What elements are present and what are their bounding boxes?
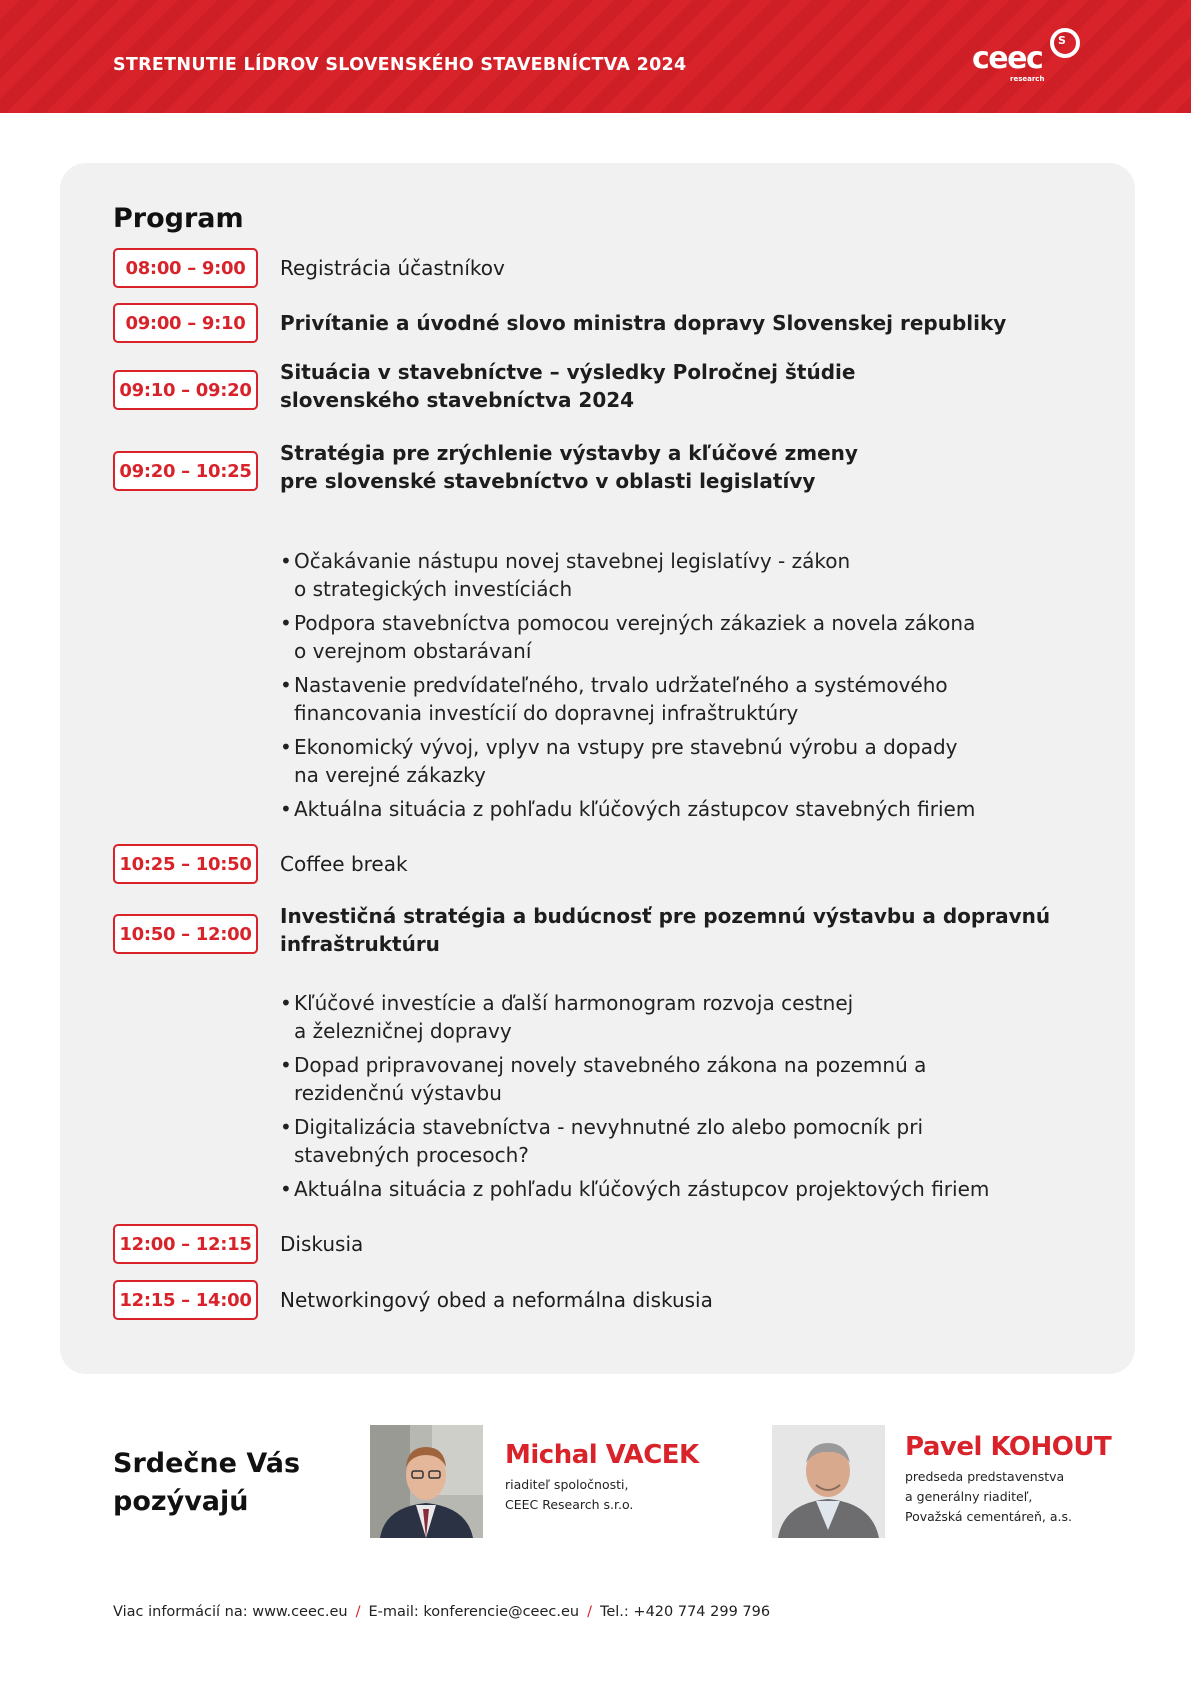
footer-phone: Tel.: +420 774 299 796 <box>599 1604 771 1620</box>
bullet-list <box>280 547 1080 829</box>
item-title: Registrácia účastníkov <box>280 256 505 280</box>
list-item: • Aktuálna situácia z pohľadu kľúčových zástupcov stavebných firiem <box>280 795 1080 823</box>
time-badge: 08:00 – 9:00 <box>113 248 258 288</box>
host-role: predseda predstavenstva a generálny riaditeľ, Považská cementáreň, a.s. <box>905 1469 1072 1524</box>
time-badge: 09:00 – 9:10 <box>113 303 258 343</box>
time-badge: 12:00 – 12:15 <box>113 1224 258 1264</box>
item-title: Privítanie a úvodné slovo ministra dopravy Slovenskej republiky <box>280 311 1007 335</box>
footer-email[interactable]: E-mail: konferencie@ceec.eu <box>368 1604 580 1620</box>
time-badge: 10:25 – 10:50 <box>113 844 258 884</box>
item-title: Networkingový obed a neformálna diskusia <box>280 1288 713 1312</box>
footer-contact <box>113 1604 770 1620</box>
ceec-logo <box>972 28 1082 88</box>
logo-mark-icon: S <box>1050 28 1080 58</box>
time-badge: 09:20 – 10:25 <box>113 451 258 491</box>
host-role: riaditeľ spoločnosti, CEEC Research s.r.o. <box>505 1477 634 1512</box>
list-item: • Ekonomický vývoj, vplyv na vstupy pre stavebnú výrobu a dopady na verejné zákazky <box>280 733 1080 789</box>
list-item: • Dopad pripravovanej novely stavebného zákona na pozemnú a rezidenčnú výstavbu <box>280 1051 1080 1107</box>
item-title: Stratégia pre zrýchlenie výstavby a kľúčové zmeny pre slovenské stavebníctvo v oblasti legislatívy <box>280 441 858 493</box>
footer-web[interactable]: Viac informácií na: www.ceec.eu <box>113 1604 348 1620</box>
host-name: Pavel KOHOUT <box>905 1432 1112 1462</box>
host-photo-michal-vacek <box>370 1425 483 1538</box>
list-item: • Podpora stavebníctva pomocou verejných zákaziek a novela zákona o verejnom obstarávaní <box>280 609 1080 665</box>
list-item: • Digitalizácia stavebníctva - nevyhnutné zlo alebo pomocník pri stavebných procesoch? <box>280 1113 1080 1169</box>
item-title: Coffee break <box>280 852 408 876</box>
item-title: Diskusia <box>280 1232 364 1256</box>
event-title: STRETNUTIE LÍDROV SLOVENSKÉHO STAVEBNÍCTVA 2024 <box>113 55 687 75</box>
host-name: Michal VACEK <box>505 1440 699 1470</box>
program-title: Program <box>113 203 244 234</box>
logo-subtext: research <box>1010 75 1045 83</box>
list-item: • Nastavenie predvídateľného, trvalo udržateľného a systémového financovania investícií do dopravnej infraštruktúry <box>280 671 1080 727</box>
time-badge: 10:50 – 12:00 <box>113 914 258 954</box>
footer-separator: / <box>587 1604 592 1620</box>
time-badge: 09:10 – 09:20 <box>113 370 258 410</box>
bullet-list <box>280 989 1080 1209</box>
item-title: Investičná stratégia a budúcnosť pre pozemnú výstavbu a dopravnú infraštruktúru <box>280 904 1051 956</box>
footer-separator: / <box>355 1604 361 1620</box>
list-item: • Očakávanie nástupu novej stavebnej legislatívy - zákon o strategických investíciách <box>280 547 1080 603</box>
item-title: Situácia v stavebníctve – výsledky Polročnej štúdie slovenského stavebníctva 2024 <box>280 360 856 412</box>
time-badge: 12:15 – 14:00 <box>113 1280 258 1320</box>
list-item: • Kľúčové investície a ďalší harmonogram rozvoja cestnej a železničnej dopravy <box>280 989 1080 1045</box>
program-card <box>60 163 1135 1374</box>
list-item: • Aktuálna situácia z pohľadu kľúčových zástupcov projektových firiem <box>280 1175 1080 1203</box>
logo-text: ceec <box>972 41 1043 76</box>
invitation-heading: Srdečne Vás pozývajú <box>113 1448 301 1517</box>
host-photo-pavel-kohout <box>772 1425 885 1538</box>
header-banner <box>0 0 1191 113</box>
